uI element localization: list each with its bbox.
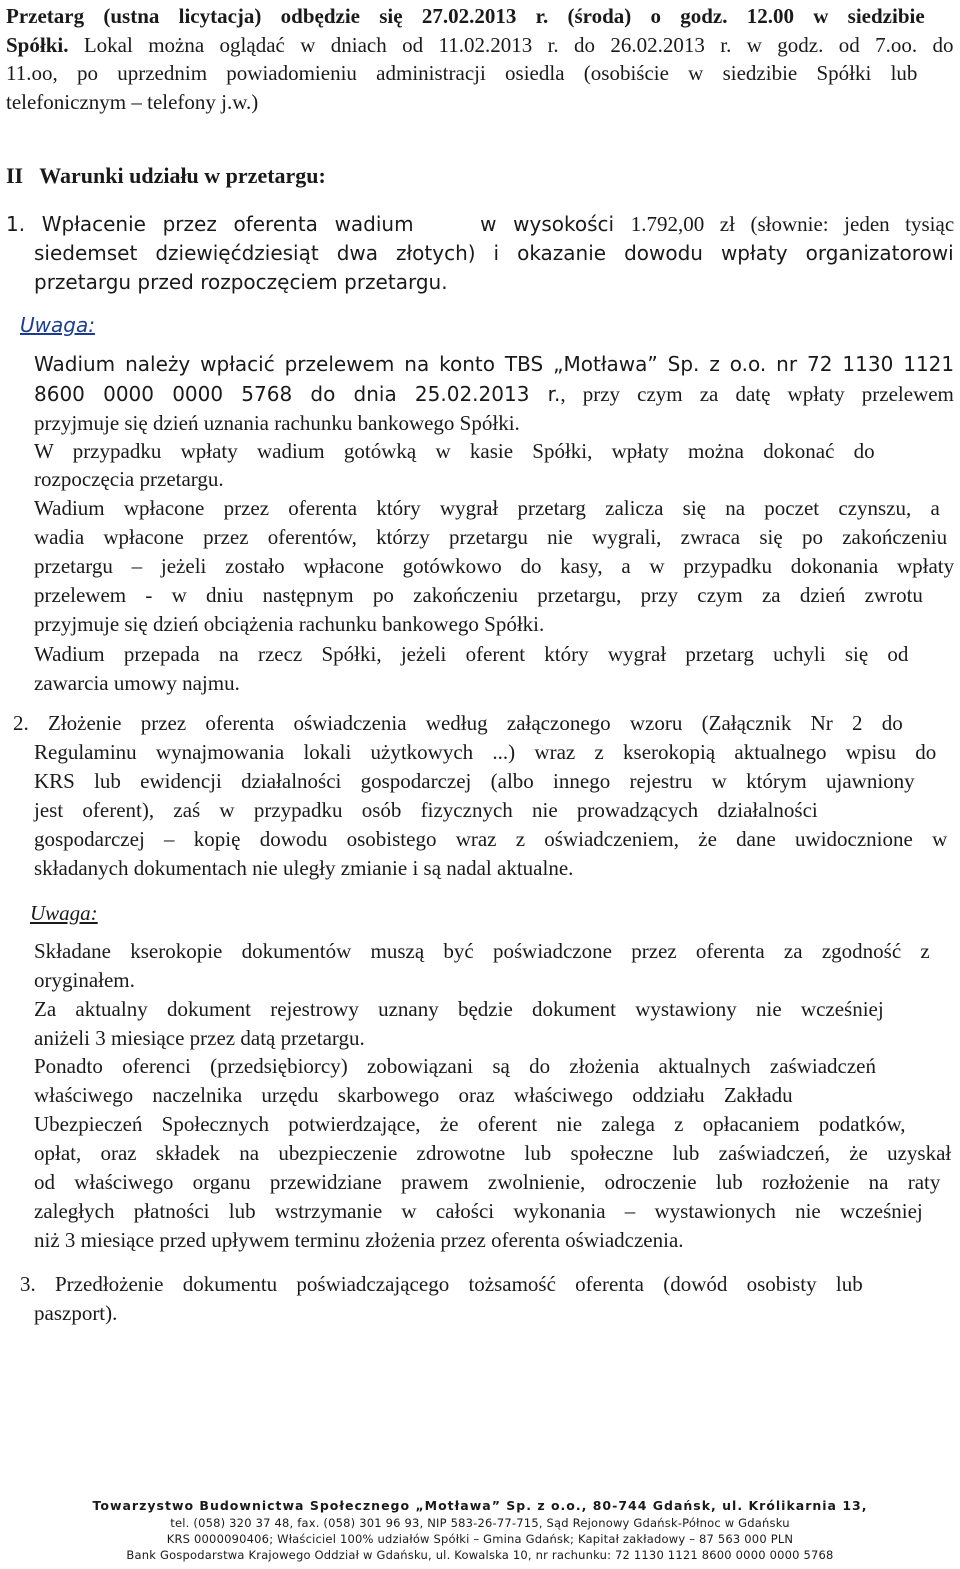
footer-line-1: Towarzystwo Budownictwa Społecznego „Motława” Sp. z o.o., 80-744 Gdańsk, ul. Królikarnia 13, [92,1498,868,1513]
note2-p3-line7: niż 3 miesiące przed upływem terminu złożenia przez oferenta oświadczenia. [34,1228,684,1252]
item2-line-4: jest oferent), zaś w przypadku osób fizycznych nie prowadzących działalności [34,798,818,822]
intro-line-1: Przetarg (ustna licytacja) odbędzie się 27.02.2013 r. (środa) o godz. 12.00 w siedzibie [6,4,925,28]
footer-line-2: tel. (058) 320 37 48, fax. (058) 301 96 93, NIP 583-26-77-715, Sąd Rejonowy Gdańsk-Północ w Gdańsku [170,1516,790,1530]
note2-p2-line1: Za aktualny dokument rejestrowy uznany będzie dokument wystawiony nie wcześniej [34,997,884,1021]
note2-p3-line6: zaległych płatności lub wstrzymanie w całości wykonania – wystawionych nie wcześniej [34,1199,923,1223]
item2-line-2: Regulaminu wynajmowania lokali użytkowych ...) wraz z kserokopią aktualnego wpisu do [34,740,937,764]
item3-line-2: paszport). [34,1301,118,1325]
note1-p4-line1: Wadium przepada na rzecz Spółki, jeżeli oferent który wygrał przetarg uchyli się od [34,642,909,666]
item2-line-5: gospodarczej – kopię dowodu osobistego wraz z oświadczeniem, że dane uwidocznione w [34,827,948,851]
note1-p1-line2 [34,384,954,405]
item1-line-3: przetargu przed rozpoczęciem przetargu. [34,270,448,294]
item1-line-1 [6,214,954,235]
note1-p2-line1: W przypadku wpłaty wadium gotówką w kasie Spółki, wpłaty można dokonać do [34,439,875,463]
item1-line-1b: 1.792,00 zł (słownie: jeden tysiąc [630,212,955,236]
item3-line-1: 3. Przedłożenie dokumentu poświadczającego tożsamość oferenta (dowód osobisty lub [20,1272,863,1296]
intro-line-4: telefonicznym – telefony j.w.) [6,90,259,114]
note2-label: Uwaga: [30,901,98,925]
note1-p3-line3: przetargu – jeżeli zostało wpłacone gotówkowo do kasy, a w przypadku dokonania wpłaty [34,554,955,578]
note1-p1-line2a: 8600 0000 0000 5768 do dnia 25.02.2013 r. [34,382,561,406]
note2-p1-line2: oryginałem. [34,968,135,992]
section-heading: II Warunki udziału w przetargu: [6,163,326,188]
intro-line-3: 11.oo, po uprzednim powiadomieniu administracji osiedla (osobiście w siedzibie Spółki lub [6,61,918,85]
note2-p1-line1: Składane kserokopie dokumentów muszą być poświadczone przez oferenta za zgodność z [34,939,930,963]
note2-p3-line4: opłat, oraz składek na ubezpieczenie zdrowotne lub społeczne lub zaświadczeń, że uzyskał [34,1141,952,1165]
note2-p3-line1: Ponadto oferenci (przedsiębiorcy) zobowiązani są do złożenia aktualnych zaświadczeń [34,1054,877,1078]
note1-label: Uwaga: [20,313,95,337]
intro-line-2-rest: Lokal można oglądać w dniach od 11.02.2013 r. do 26.02.2013 r. w godz. od 7.oo. do [83,33,954,57]
note2-p3-line2: właściwego naczelnika urzędu skarbowego oraz właściwego oddziału Zakładu [34,1083,793,1107]
footer-line-3: KRS 0000090406; Właściciel 100% udziałów Spółki – Gmina Gdańsk; Kapitał zakładowy – 87 563 000 PLN [166,1532,794,1546]
note1-p4-line2: zawarcia umowy najmu. [34,671,240,695]
intro-spolki: Spółki. [6,33,69,57]
note1-p1-line3: przyjmuje się dzień uznania rachunku bankowego Spółki. [34,411,520,435]
note1-p3-line4: przelewem - w dniu następnym po zakończeniu przetargu, przy czym za dzień zwrotu [34,583,923,607]
note1-p3-line5: przyjmuje się dzień obciążenia rachunku bankowego Spółki. [34,612,545,636]
footer-line-4: Bank Gospodarstwa Krajowego Oddział w Gdańsku, ul. Kowalska 10, nr rachunku: 72 1130 1121 8600 0000 0000 5768 [126,1548,834,1562]
note1-p3-line2: wadia wpłacone przez oferentów, którzy przetargu nie wygrali, zwraca się po zakończeniu [34,525,948,549]
item2-line-1: 2. Złożenie przez oferenta oświadczenia według załączonego wzoru (Załącznik Nr 2 do [13,711,903,735]
item1-line-1a: 1. Wpłacenie przez oferenta wadium w wysokości [6,212,615,236]
note2-p2-line2: aniżeli 3 miesiące przez datą przetargu. [34,1026,365,1050]
intro-line-2 [6,35,954,56]
item2-line-6: składanych dokumentach nie uległy zmianie i są nadal aktualne. [34,856,574,880]
note1-p1-line1: Wadium należy wpłacić przelewem na konto TBS „Motława” Sp. z o.o. nr 72 1130 1121 [34,352,955,376]
note2-p3-line5: od właściwego organu przewidziane prawem zwolnienie, odroczenie lub rozłożenie na raty [34,1170,941,1194]
note1-p2-line2: rozpoczęcia przetargu. [34,467,224,491]
item1-line-2: siedemset dziewięćdziesiąt dwa złotych) i okazanie dowodu wpłaty organizatorowi [34,241,954,265]
item2-line-3: KRS lub ewidencji działalności gospodarczej (albo innego rejestru w którym ujawniony [34,769,915,793]
note1-p3-line1: Wadium wpłacone przez oferenta który wygrał przetarg zalicza się na poczet czynszu, a [34,496,940,520]
note1-p1-line2b: , przy czym za datę wpłaty przelewem [560,382,954,406]
note2-p3-line3: Ubezpieczeń Społecznych potwierdzające, że oferent nie zalega z opłacaniem podatków, [34,1112,906,1136]
